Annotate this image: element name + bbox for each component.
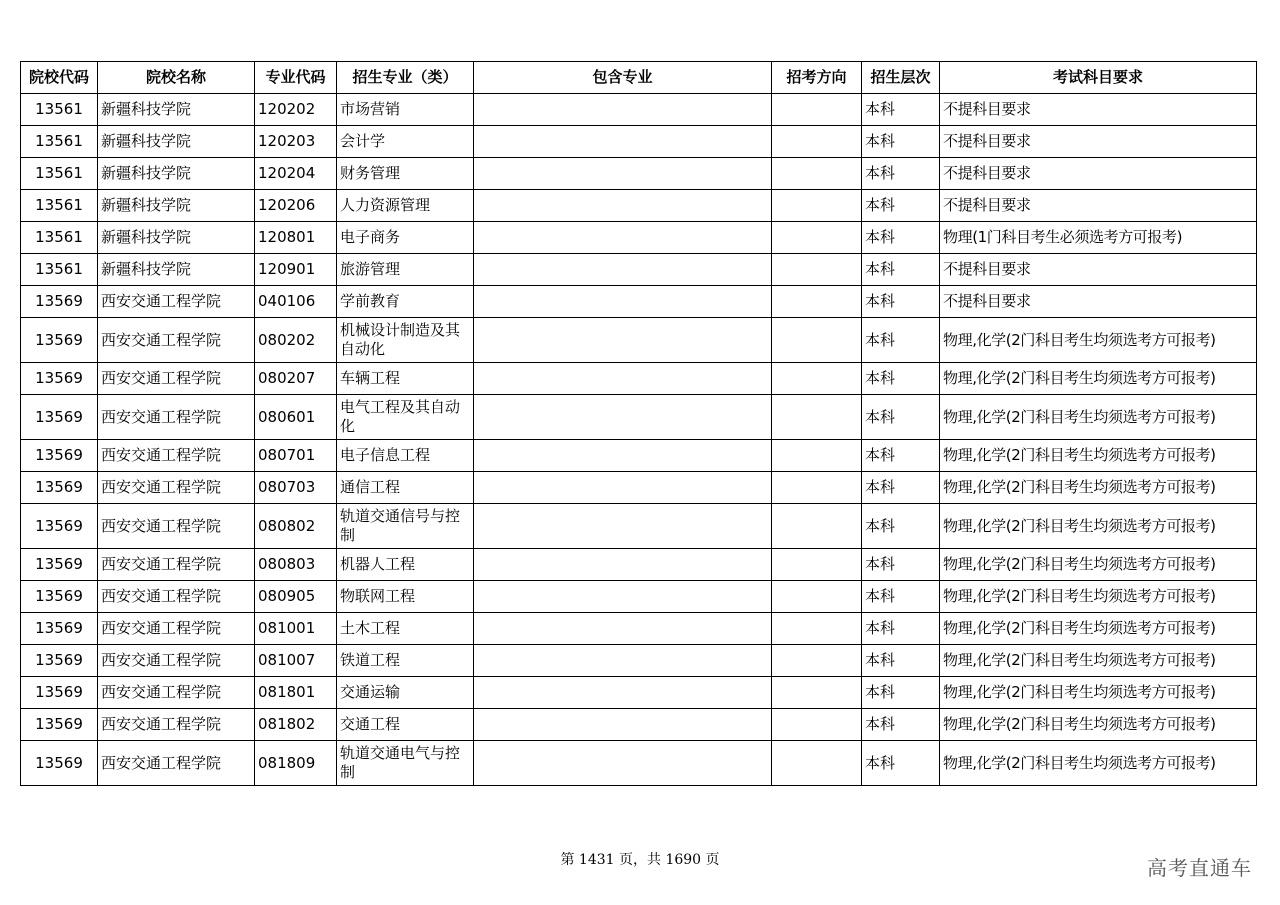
cell-school-name: 西安交通工程学院 bbox=[98, 581, 255, 613]
cell-includes bbox=[474, 318, 772, 363]
table-row bbox=[21, 677, 1257, 709]
cell-major-code: 080905 bbox=[255, 581, 337, 613]
header-major-code: 专业代码 bbox=[255, 62, 337, 94]
cell-major: 机械设计制造及其自动化 bbox=[337, 318, 474, 363]
cell-school-name: 西安交通工程学院 bbox=[98, 440, 255, 472]
cell-direction bbox=[772, 472, 862, 504]
cell-school-code: 13561 bbox=[21, 94, 98, 126]
cell-level: 本科 bbox=[862, 709, 940, 741]
watermark-text: 高考直通车 bbox=[1147, 856, 1252, 880]
cell-requirement: 不提科目要求 bbox=[940, 126, 1257, 158]
cell-major-code: 120204 bbox=[255, 158, 337, 190]
table-row bbox=[21, 254, 1257, 286]
cell-direction bbox=[772, 709, 862, 741]
cell-major: 电子商务 bbox=[337, 222, 474, 254]
cell-level: 本科 bbox=[862, 677, 940, 709]
cell-requirement: 物理(1门科目考生必须选考方可报考) bbox=[940, 222, 1257, 254]
cell-major-code: 080802 bbox=[255, 504, 337, 549]
header-direction: 招考方向 bbox=[772, 62, 862, 94]
cell-school-code: 13569 bbox=[21, 318, 98, 363]
table-row bbox=[21, 222, 1257, 254]
cell-school-code: 13569 bbox=[21, 504, 98, 549]
cell-school-name: 新疆科技学院 bbox=[98, 94, 255, 126]
cell-direction bbox=[772, 286, 862, 318]
cell-direction bbox=[772, 158, 862, 190]
cell-level: 本科 bbox=[862, 504, 940, 549]
cell-major: 通信工程 bbox=[337, 472, 474, 504]
cell-includes bbox=[474, 126, 772, 158]
cell-school-name: 新疆科技学院 bbox=[98, 126, 255, 158]
cell-level: 本科 bbox=[862, 581, 940, 613]
cell-school-code: 13569 bbox=[21, 645, 98, 677]
cell-school-code: 13569 bbox=[21, 741, 98, 786]
cell-school-name: 新疆科技学院 bbox=[98, 222, 255, 254]
header-includes: 包含专业 bbox=[474, 62, 772, 94]
cell-level: 本科 bbox=[862, 222, 940, 254]
cell-direction bbox=[772, 395, 862, 440]
cell-major: 市场营销 bbox=[337, 94, 474, 126]
cell-includes bbox=[474, 504, 772, 549]
cell-direction bbox=[772, 613, 862, 645]
cell-school-code: 13569 bbox=[21, 581, 98, 613]
cell-requirement: 物理,化学(2门科目考生均须选考方可报考) bbox=[940, 581, 1257, 613]
cell-major: 电子信息工程 bbox=[337, 440, 474, 472]
cell-major: 土木工程 bbox=[337, 613, 474, 645]
cell-major-code: 080202 bbox=[255, 318, 337, 363]
cell-major-code: 120801 bbox=[255, 222, 337, 254]
cell-major-code: 040106 bbox=[255, 286, 337, 318]
cell-includes bbox=[474, 363, 772, 395]
cell-major-code: 081001 bbox=[255, 613, 337, 645]
cell-level: 本科 bbox=[862, 549, 940, 581]
cell-direction bbox=[772, 190, 862, 222]
cell-major: 轨道交通电气与控制 bbox=[337, 741, 474, 786]
cell-major-code: 080703 bbox=[255, 472, 337, 504]
cell-includes bbox=[474, 395, 772, 440]
table-row bbox=[21, 440, 1257, 472]
cell-level: 本科 bbox=[862, 440, 940, 472]
cell-major: 旅游管理 bbox=[337, 254, 474, 286]
cell-requirement: 物理,化学(2门科目考生均须选考方可报考) bbox=[940, 709, 1257, 741]
cell-school-code: 13569 bbox=[21, 363, 98, 395]
table-header-row bbox=[21, 62, 1257, 94]
header-level: 招生层次 bbox=[862, 62, 940, 94]
table-row bbox=[21, 741, 1257, 786]
cell-requirement: 不提科目要求 bbox=[940, 190, 1257, 222]
cell-school-name: 新疆科技学院 bbox=[98, 190, 255, 222]
cell-level: 本科 bbox=[862, 286, 940, 318]
cell-level: 本科 bbox=[862, 318, 940, 363]
cell-requirement: 不提科目要求 bbox=[940, 286, 1257, 318]
table-row bbox=[21, 363, 1257, 395]
cell-school-name: 西安交通工程学院 bbox=[98, 741, 255, 786]
cell-major: 财务管理 bbox=[337, 158, 474, 190]
cell-includes bbox=[474, 677, 772, 709]
table-row bbox=[21, 286, 1257, 318]
cell-school-code: 13569 bbox=[21, 709, 98, 741]
cell-requirement: 不提科目要求 bbox=[940, 158, 1257, 190]
header-school-code: 院校代码 bbox=[21, 62, 98, 94]
cell-school-name: 西安交通工程学院 bbox=[98, 709, 255, 741]
cell-includes bbox=[474, 222, 772, 254]
admissions-table bbox=[20, 61, 1257, 786]
header-school-name: 院校名称 bbox=[98, 62, 255, 94]
cell-school-name: 西安交通工程学院 bbox=[98, 549, 255, 581]
cell-direction bbox=[772, 504, 862, 549]
cell-level: 本科 bbox=[862, 645, 940, 677]
cell-major-code: 080207 bbox=[255, 363, 337, 395]
cell-major-code: 081802 bbox=[255, 709, 337, 741]
cell-includes bbox=[474, 613, 772, 645]
cell-school-name: 西安交通工程学院 bbox=[98, 318, 255, 363]
cell-school-name: 西安交通工程学院 bbox=[98, 472, 255, 504]
cell-major-code: 120206 bbox=[255, 190, 337, 222]
cell-major-code: 081809 bbox=[255, 741, 337, 786]
cell-direction bbox=[772, 581, 862, 613]
cell-major: 车辆工程 bbox=[337, 363, 474, 395]
cell-major-code: 120901 bbox=[255, 254, 337, 286]
cell-school-name: 新疆科技学院 bbox=[98, 158, 255, 190]
cell-level: 本科 bbox=[862, 363, 940, 395]
cell-level: 本科 bbox=[862, 158, 940, 190]
cell-major: 会计学 bbox=[337, 126, 474, 158]
cell-major-code: 081007 bbox=[255, 645, 337, 677]
table-row bbox=[21, 645, 1257, 677]
cell-school-code: 13561 bbox=[21, 190, 98, 222]
cell-requirement: 物理,化学(2门科目考生均须选考方可报考) bbox=[940, 645, 1257, 677]
cell-includes bbox=[474, 94, 772, 126]
cell-includes bbox=[474, 645, 772, 677]
cell-major: 电气工程及其自动化 bbox=[337, 395, 474, 440]
cell-requirement: 不提科目要求 bbox=[940, 94, 1257, 126]
cell-school-code: 13569 bbox=[21, 677, 98, 709]
cell-includes bbox=[474, 190, 772, 222]
cell-includes bbox=[474, 549, 772, 581]
table-row bbox=[21, 318, 1257, 363]
cell-major: 交通工程 bbox=[337, 709, 474, 741]
cell-school-name: 新疆科技学院 bbox=[98, 254, 255, 286]
table-row bbox=[21, 158, 1257, 190]
table-row bbox=[21, 126, 1257, 158]
cell-direction bbox=[772, 126, 862, 158]
cell-level: 本科 bbox=[862, 126, 940, 158]
table-row bbox=[21, 94, 1257, 126]
cell-school-name: 西安交通工程学院 bbox=[98, 613, 255, 645]
cell-major-code: 120203 bbox=[255, 126, 337, 158]
cell-school-code: 13569 bbox=[21, 613, 98, 645]
cell-school-name: 西安交通工程学院 bbox=[98, 395, 255, 440]
cell-direction bbox=[772, 94, 862, 126]
cell-requirement: 物理,化学(2门科目考生均须选考方可报考) bbox=[940, 549, 1257, 581]
cell-direction bbox=[772, 677, 862, 709]
cell-school-name: 西安交通工程学院 bbox=[98, 645, 255, 677]
cell-level: 本科 bbox=[862, 94, 940, 126]
cell-major: 学前教育 bbox=[337, 286, 474, 318]
cell-school-name: 西安交通工程学院 bbox=[98, 677, 255, 709]
cell-major: 人力资源管理 bbox=[337, 190, 474, 222]
cell-school-code: 13569 bbox=[21, 286, 98, 318]
table-row bbox=[21, 395, 1257, 440]
cell-school-code: 13561 bbox=[21, 126, 98, 158]
cell-requirement: 物理,化学(2门科目考生均须选考方可报考) bbox=[940, 395, 1257, 440]
cell-major: 轨道交通信号与控制 bbox=[337, 504, 474, 549]
cell-direction bbox=[772, 549, 862, 581]
header-major: 招生专业（类） bbox=[337, 62, 474, 94]
cell-major-code: 081801 bbox=[255, 677, 337, 709]
cell-school-code: 13561 bbox=[21, 158, 98, 190]
cell-requirement: 物理,化学(2门科目考生均须选考方可报考) bbox=[940, 677, 1257, 709]
header-requirement: 考试科目要求 bbox=[940, 62, 1257, 94]
cell-major: 机器人工程 bbox=[337, 549, 474, 581]
cell-major: 物联网工程 bbox=[337, 581, 474, 613]
cell-requirement: 物理,化学(2门科目考生均须选考方可报考) bbox=[940, 613, 1257, 645]
cell-major-code: 080601 bbox=[255, 395, 337, 440]
cell-requirement: 物理,化学(2门科目考生均须选考方可报考) bbox=[940, 318, 1257, 363]
cell-direction bbox=[772, 645, 862, 677]
cell-direction bbox=[772, 741, 862, 786]
cell-direction bbox=[772, 254, 862, 286]
cell-level: 本科 bbox=[862, 395, 940, 440]
table-row bbox=[21, 549, 1257, 581]
cell-includes bbox=[474, 741, 772, 786]
cell-requirement: 物理,化学(2门科目考生均须选考方可报考) bbox=[940, 741, 1257, 786]
table-row bbox=[21, 709, 1257, 741]
cell-includes bbox=[474, 254, 772, 286]
table-row bbox=[21, 472, 1257, 504]
page-number: 第 1431 页，共 1690 页 bbox=[560, 852, 720, 868]
table-body bbox=[21, 94, 1257, 786]
cell-includes bbox=[474, 286, 772, 318]
cell-school-name: 西安交通工程学院 bbox=[98, 504, 255, 549]
cell-includes bbox=[474, 581, 772, 613]
cell-school-code: 13569 bbox=[21, 549, 98, 581]
cell-requirement: 物理,化学(2门科目考生均须选考方可报考) bbox=[940, 472, 1257, 504]
cell-includes bbox=[474, 709, 772, 741]
cell-requirement: 物理,化学(2门科目考生均须选考方可报考) bbox=[940, 440, 1257, 472]
cell-major-code: 080701 bbox=[255, 440, 337, 472]
cell-school-name: 西安交通工程学院 bbox=[98, 286, 255, 318]
cell-major-code: 080803 bbox=[255, 549, 337, 581]
cell-major-code: 120202 bbox=[255, 94, 337, 126]
cell-school-code: 13569 bbox=[21, 440, 98, 472]
cell-direction bbox=[772, 318, 862, 363]
cell-level: 本科 bbox=[862, 254, 940, 286]
cell-school-code: 13561 bbox=[21, 254, 98, 286]
table-row bbox=[21, 581, 1257, 613]
cell-direction bbox=[772, 222, 862, 254]
cell-major: 铁道工程 bbox=[337, 645, 474, 677]
cell-requirement: 物理,化学(2门科目考生均须选考方可报考) bbox=[940, 363, 1257, 395]
cell-school-code: 13561 bbox=[21, 222, 98, 254]
cell-direction bbox=[772, 440, 862, 472]
cell-includes bbox=[474, 440, 772, 472]
cell-level: 本科 bbox=[862, 472, 940, 504]
cell-includes bbox=[474, 472, 772, 504]
cell-school-name: 西安交通工程学院 bbox=[98, 363, 255, 395]
cell-school-code: 13569 bbox=[21, 472, 98, 504]
cell-level: 本科 bbox=[862, 613, 940, 645]
table-row bbox=[21, 504, 1257, 549]
table-row bbox=[21, 190, 1257, 222]
cell-major: 交通运输 bbox=[337, 677, 474, 709]
table-row bbox=[21, 613, 1257, 645]
cell-requirement: 物理,化学(2门科目考生均须选考方可报考) bbox=[940, 504, 1257, 549]
cell-level: 本科 bbox=[862, 190, 940, 222]
cell-requirement: 不提科目要求 bbox=[940, 254, 1257, 286]
cell-includes bbox=[474, 158, 772, 190]
cell-level: 本科 bbox=[862, 741, 940, 786]
cell-direction bbox=[772, 363, 862, 395]
cell-school-code: 13569 bbox=[21, 395, 98, 440]
